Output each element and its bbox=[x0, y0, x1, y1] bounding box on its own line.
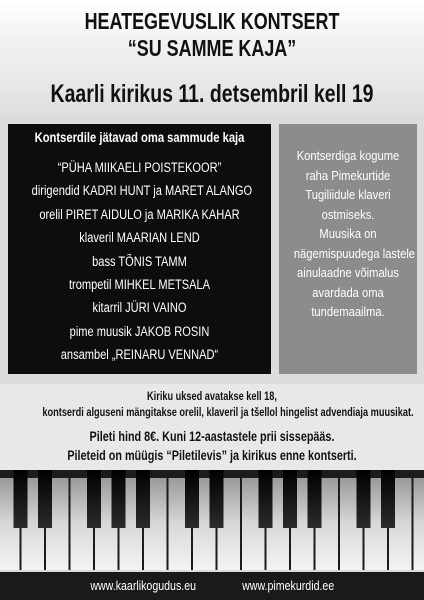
charity-line: nägemispuudega lastele bbox=[293, 245, 416, 261]
performers-list bbox=[8, 156, 271, 367]
performer-line: dirigendid KADRI HUNT ja MARET ALANGO bbox=[31, 183, 253, 199]
black-key bbox=[283, 470, 297, 528]
performer-line: bass TÕNIS TAMM bbox=[92, 253, 187, 269]
venue-date: Kaarli kirikus 11. detsembril kell 19 bbox=[50, 80, 374, 108]
performer-line: orelil PIRET AIDULO ja MARIKA KAHAR bbox=[39, 206, 240, 222]
footer-links bbox=[0, 572, 424, 600]
black-key bbox=[210, 470, 224, 528]
performer-line: ansambel „REINARU VENNAD“ bbox=[60, 347, 219, 363]
charity-line: ostmiseks. bbox=[321, 206, 375, 222]
black-key bbox=[87, 470, 101, 528]
deafblind-website-link[interactable]: www.pimekurdid.ee bbox=[242, 579, 335, 593]
black-key bbox=[185, 470, 199, 528]
performer-line: trompetil MIHKEL METSALA bbox=[68, 276, 211, 292]
charity-line: ainulaadne võimalus bbox=[297, 265, 399, 280]
concert-name: “SU SAMME KAJA” bbox=[127, 35, 297, 61]
black-key bbox=[259, 470, 273, 528]
charity-line: raha Pimekurtide bbox=[305, 167, 391, 183]
ticket-price-text: Pileti hind 8€. Kuni 12-aastastele prii sissepääs. bbox=[89, 429, 335, 444]
ticket-sales-text: Pileteid on müügis “Piletilevis” ja kirikus enne kontserti. bbox=[67, 448, 357, 463]
black-key bbox=[136, 470, 150, 528]
black-key bbox=[357, 470, 371, 528]
charity-line: Muusika on bbox=[319, 226, 377, 241]
doors-open-text: Kiriku uksed avatakse kell 18, bbox=[147, 391, 277, 403]
performer-line: “PÜHA MIIKAELI POISTEKOOR” bbox=[57, 160, 222, 175]
piano-keys-image bbox=[0, 470, 424, 570]
performer-line: klaveril MAARIAN LEND bbox=[79, 230, 200, 246]
black-key bbox=[112, 470, 126, 528]
advent-music-text: kontserdi alguseni mängitakse orelil, klaveril ja tšellol hingelist advendiaja muusikat. bbox=[42, 407, 414, 419]
black-key bbox=[14, 470, 28, 528]
charity-line: tundemaailma. bbox=[311, 304, 385, 319]
performer-line: kitarril JÜRI VAINO bbox=[92, 300, 187, 316]
charity-line: Kontserdiga kogume bbox=[296, 148, 400, 163]
charity-text bbox=[285, 146, 416, 322]
charity-line: avardada oma bbox=[312, 284, 384, 300]
performer-line: pime muusik JAKOB ROSIN bbox=[69, 323, 210, 339]
performers-panel bbox=[8, 124, 271, 374]
event-info bbox=[0, 384, 424, 470]
parish-website-link[interactable]: www.kaarlikogudus.eu bbox=[90, 579, 197, 593]
performers-heading: Kontserdile jätavad oma sammude kaja bbox=[34, 129, 245, 145]
charity-line: Tugiliidule klaveri bbox=[305, 187, 391, 202]
poster-title: HEATEGEVUSLIK KONTSERT bbox=[84, 8, 340, 34]
charity-panel bbox=[279, 124, 417, 374]
black-key bbox=[38, 470, 52, 528]
white-key bbox=[414, 478, 424, 570]
black-key bbox=[381, 470, 395, 528]
piano-keyboard-illustration bbox=[0, 470, 424, 570]
black-key bbox=[308, 470, 322, 528]
poster-header bbox=[0, 0, 424, 120]
